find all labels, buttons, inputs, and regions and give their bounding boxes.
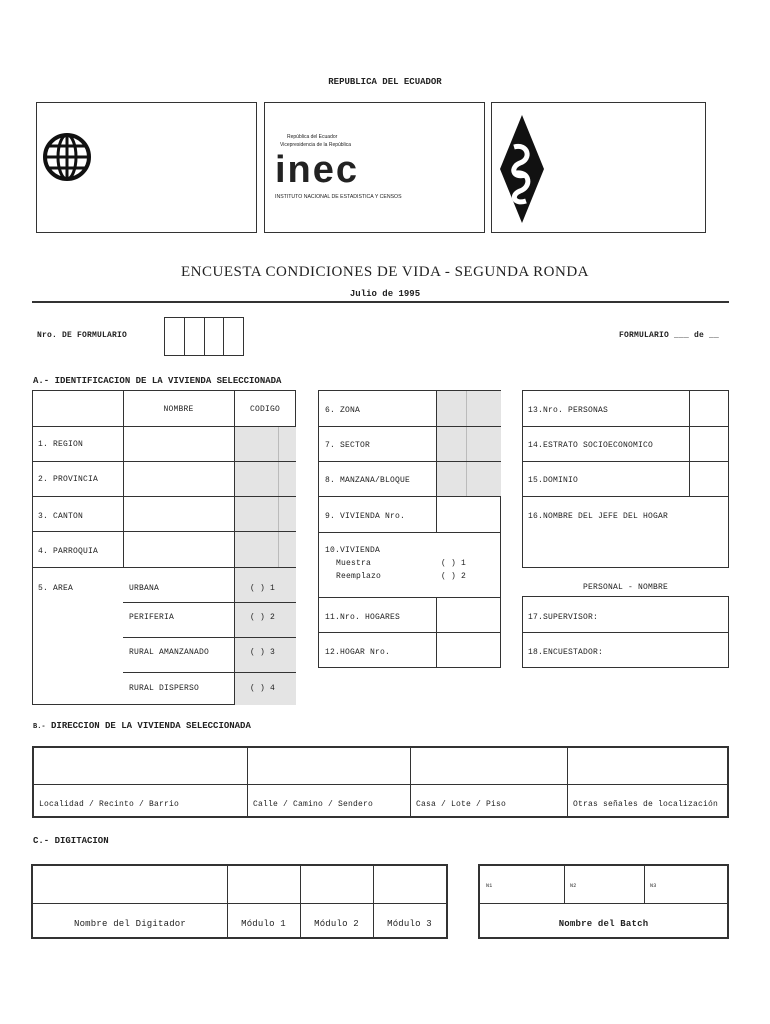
batch-table [478, 864, 729, 939]
field-vivienda-nro: 9. VIVIENDA Nro. [325, 512, 406, 521]
col-casa: Casa / Lote / Piso [416, 800, 507, 809]
batch-cell-n2: N2 [570, 883, 577, 889]
logo-box-world-bank [36, 102, 257, 233]
inec-line-1: República del Ecuador [287, 134, 338, 140]
batch-cell-n3: N3 [650, 883, 657, 889]
col-modulo-1: Módulo 1 [241, 919, 286, 929]
survey-title: ENCUESTA CONDICIONES DE VIDA - SEGUNDA RONDA [180, 264, 590, 280]
field-personas: 13.Nro. PERSONAS [528, 406, 609, 415]
area-option-urbana: URBANA [129, 584, 160, 593]
country-heading: REPUBLICA DEL ECUADOR [328, 77, 442, 87]
diamond-emblem-icon [498, 113, 546, 225]
row-region: 1. REGION [38, 440, 84, 449]
col-localidad: Localidad / Recinto / Barrio [39, 800, 180, 809]
area-code-1[interactable]: ( ) 1 [250, 584, 276, 593]
field-jefe-hogar: 16.NOMBRE DEL JEFE DEL HOGAR [528, 512, 669, 521]
form-number-label: Nro. DE FORMULARIO [37, 331, 128, 340]
row-parroquia: 4. PARROQUIA [38, 547, 99, 556]
survey-date: Julio de 1995 [349, 289, 421, 299]
inec-line-2: Vicepresidencia de la República [280, 142, 352, 148]
field-zona: 6. ZONA [325, 406, 361, 415]
personal-header: PERSONAL - NOMBRE [582, 583, 668, 592]
col-calle: Calle / Camino / Sendero [253, 800, 374, 809]
form-number-boxes[interactable] [164, 317, 244, 356]
personnel-table [522, 596, 729, 668]
field-reemplazo: Reemplazo [336, 572, 382, 581]
section-a-title: A.- IDENTIFICACION DE LA VIVIENDA SELECCIONADA [33, 376, 282, 386]
field-vivienda: 10.VIVIENDA [325, 546, 381, 555]
household-table [522, 390, 729, 568]
muestra-code[interactable]: ( ) 1 [441, 559, 467, 568]
field-estrato: 14.ESTRATO SOCIOECONOMICO [528, 441, 654, 450]
field-dominio: 15.DOMINIO [528, 476, 579, 485]
logo-box-inec [264, 102, 485, 233]
area-option-rural-disperso: RURAL DISPERSO [129, 684, 200, 693]
field-hogares: 11.Nro. HOGARES [325, 613, 401, 622]
globe-icon [41, 131, 93, 183]
area-code-3[interactable]: ( ) 3 [250, 648, 276, 657]
inec-subtitle: INSTITUTO NACIONAL DE ESTADISTICA Y CENSOS [275, 194, 402, 200]
col-digitador: Nombre del Digitador [73, 919, 187, 929]
field-manzana: 8. MANZANA/BLOQUE [325, 476, 411, 485]
logo-box-emblem [491, 102, 706, 233]
inec-logo: inec [275, 149, 360, 191]
address-table [32, 746, 729, 818]
title-divider [32, 301, 729, 303]
area-code-4[interactable]: ( ) 4 [250, 684, 276, 693]
row-canton: 3. CANTON [38, 512, 84, 521]
area-option-periferia: PERIFERIA [129, 613, 175, 622]
section-b-label: DIRECCION DE LA VIVIENDA SELECCIONADA [51, 721, 251, 731]
row-provincia: 2. PROVINCIA [38, 475, 99, 484]
field-encuestador: 18.ENCUESTADOR: [528, 648, 604, 657]
field-muestra: Muestra [336, 559, 372, 568]
location-table [318, 390, 501, 668]
identification-table [32, 390, 296, 705]
col-modulo-2: Módulo 2 [314, 919, 359, 929]
batch-name-label: Nombre del Batch [558, 919, 649, 929]
row-area: 5. AREA [38, 584, 74, 593]
section-b-prefix: B.- [33, 723, 46, 731]
reemplazo-code[interactable]: ( ) 2 [441, 572, 467, 581]
form-count-label: FORMULARIO ___ de __ [619, 331, 720, 340]
col-codigo-header: CODIGO [249, 405, 280, 414]
field-supervisor: 17.SUPERVISOR: [528, 613, 599, 622]
digitacion-table [31, 864, 448, 939]
field-hogar-nro: 12.HOGAR Nro. [325, 648, 391, 657]
area-option-rural-amanzanado: RURAL AMANZANADO [129, 648, 210, 657]
col-modulo-3: Módulo 3 [387, 919, 432, 929]
section-b-title [33, 721, 251, 731]
col-nombre-header: NOMBRE [163, 405, 194, 414]
col-otras-senales: Otras señales de localización [573, 800, 719, 809]
section-c-title: C.- DIGITACION [33, 836, 109, 846]
batch-cell-n1: N1 [486, 883, 493, 889]
field-sector: 7. SECTOR [325, 441, 371, 450]
area-code-2[interactable]: ( ) 2 [250, 613, 276, 622]
zona-shaded-cells [436, 391, 501, 496]
